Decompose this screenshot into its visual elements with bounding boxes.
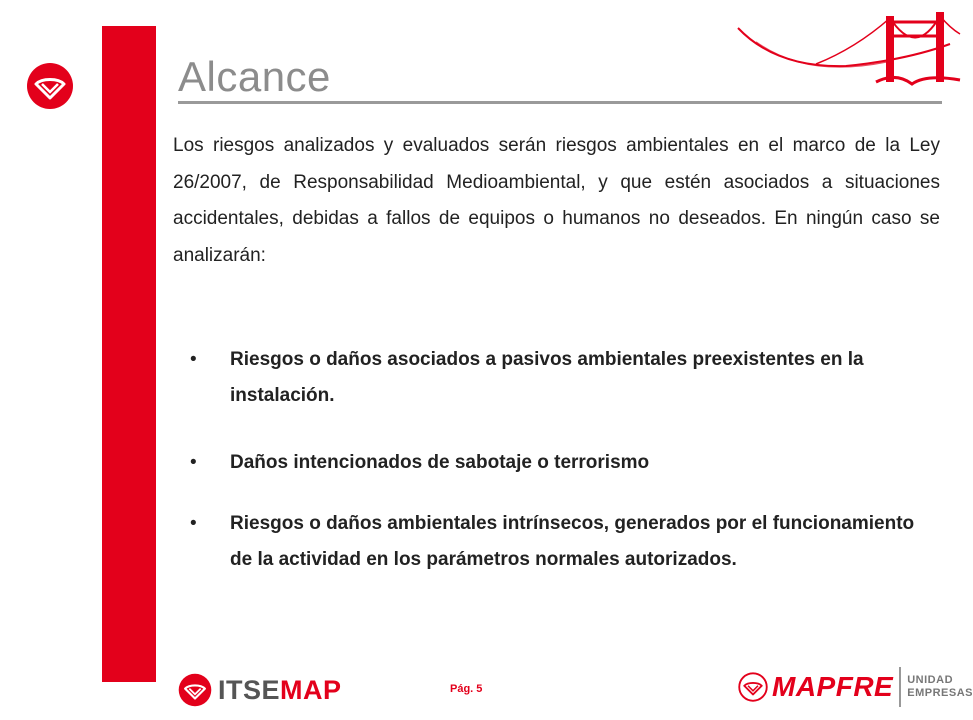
mapfre-emblem-icon [738, 672, 768, 702]
itsemap-wordmark-itse: ITSE [218, 674, 281, 705]
page-number: Pág. 5 [450, 683, 483, 695]
bullet-icon: • [190, 452, 197, 473]
title-underline [178, 101, 942, 104]
red-vertical-bar [102, 26, 156, 682]
mapfre-subtitle [907, 674, 973, 700]
list-item [190, 445, 920, 481]
mapfre-logo [738, 662, 973, 712]
intro-paragraph: Los riesgos analizados y evaluados serán riesgos ambientales en el marco de la Ley 26/2007, de Responsabilidad Medioambiental, y que estén asociados a situaciones accidentales, debidas a fallos de equipos o humanos no deseados. En ningún caso se analizarán: [173, 135, 940, 266]
bullet-text: Daños intencionados de sabotaje o terrorismo [230, 452, 650, 473]
bullet-text: Riesgos o daños ambientales intrínsecos, generados por el funcionamiento de la actividad en los parámetros normales autorizados. [230, 513, 915, 570]
list-item [190, 342, 920, 414]
mapfre-subtitle-line2: EMPRESAS [907, 687, 973, 699]
mapfre-subtitle-line1: UNIDAD [907, 674, 954, 686]
itsemap-logo [178, 670, 342, 710]
list-item [190, 506, 920, 578]
mapfre-wordmark: MAPFRE [772, 671, 894, 702]
itsemap-wordmark [218, 675, 342, 706]
itsemap-wordmark-map: MAP [280, 674, 342, 705]
bullet-icon: • [190, 513, 197, 534]
bullet-text: Riesgos o daños asociados a pasivos ambientales preexistentes en la instalación. [230, 349, 864, 406]
mapfre-emblem-icon [26, 62, 74, 110]
mapfre-emblem-icon [178, 673, 212, 707]
divider [899, 667, 901, 707]
bullet-list [190, 342, 920, 578]
slide-title: Alcance [178, 53, 331, 100]
bridge-illustration [736, 8, 960, 94]
bullet-icon: • [190, 349, 197, 370]
